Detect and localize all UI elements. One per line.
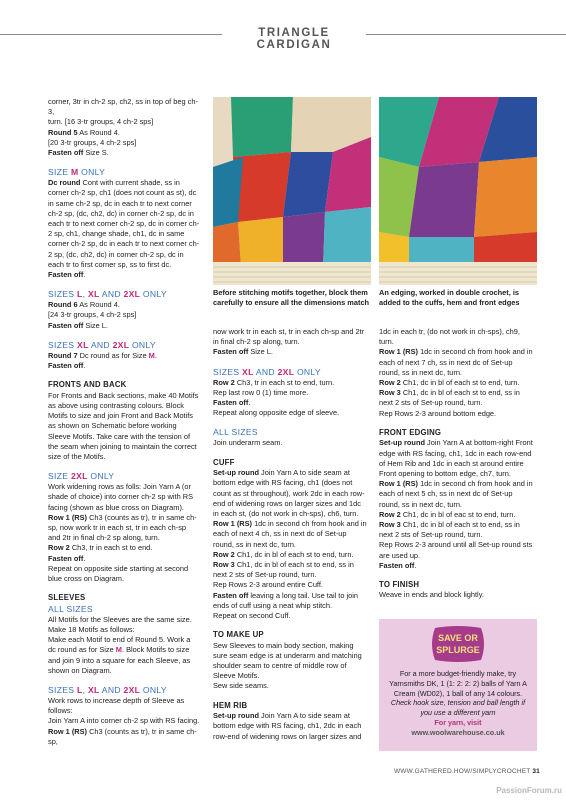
- footer-url[interactable]: WWW.GATHERED.HOW/SIMPLYCROCHET: [393, 768, 531, 775]
- rep-rows: Rep Rows 2-3 around until all Set-up round sts are used up.: [379, 540, 533, 560]
- fronts-back-heading: FRONTS AND BACK: [48, 380, 127, 390]
- repeat-edge: Repeat along opposite edge of sleeve.: [213, 408, 340, 418]
- column-2: [213, 327, 367, 742]
- dc-round: Dc round Cont with current shade, ss in corner ch-2 sp, ch1 (does not count as st), dc in same ch-2 sp, dc in each tr to next corner ch-2 sp, (dc, ch2, dc) in corner ch-2 sp, dc in each tr to next corner ch-2 sp, dc in corner ch-2 sp, ch1, change shade, ch1, dc in same corner ch-2 sp, dc in each tr to next corner ch-2 sp, (dc, ch2, dc) in corner ch-2 sp, dc in each tr to first corner sp, ss to first dc.: [48, 178, 200, 269]
- repeat-cuff: Repeat on second Cuff.: [213, 610, 291, 620]
- front-edging-heading: FRONT EDGING: [379, 427, 442, 437]
- text-line: now work tr in each st, tr in each ch-sp and 2tr in final ch-2 sp along, turn.: [213, 327, 365, 347]
- sizes-xl-2xl-heading: SIZES XL AND 2XL ONLY: [213, 366, 321, 377]
- fasten-off-l: Fasten off Size L.: [48, 320, 108, 330]
- all-sizes-heading: ALL SIZES: [213, 427, 258, 438]
- save-or-splurge-badge: [429, 624, 487, 664]
- row-1: Row 1 (RS) Ch3 (counts as tr), tr in same ch-sp,: [48, 726, 197, 746]
- round-6-count: [24 3-tr groups, 4 ch-2 sps]: [48, 310, 137, 320]
- caption-photo-1: Before stitching motifs together, block them carefully to ensure all the dimensions match: [213, 288, 370, 307]
- row-3: Row 3 Ch1, dc in bl of each st to end, ss in next 2 sts of Set-up round, turn.: [379, 519, 520, 540]
- ad-text-a: For a more budget-friendly make, try Yarnsmiths DK, 1 (1: 2: 2: 2) balls of Yarn A Cream (WD02), 1 ball of any 14 colours.: [389, 669, 527, 698]
- sizes-l-xl-2xl-heading: SIZES L, XL AND 2XL ONLY: [48, 684, 167, 695]
- ad-link-url[interactable]: www.woolwarehouse.co.uk: [411, 727, 505, 737]
- make-up-heading: TO MAKE UP: [213, 630, 264, 640]
- header-rule-left: [0, 34, 222, 35]
- page-title: TRIANGLE CARDIGAN: [256, 27, 332, 51]
- size-2xl-heading: SIZE 2XL ONLY: [48, 471, 115, 482]
- work-rows-text: Work rows to increase depth of Sleeve as follows:: [48, 695, 185, 716]
- text-line: 1dc in each tr, (do not work in ch-sps), ch9, turn.: [379, 327, 520, 347]
- row-2: Row 2 Ch1, dc in bl of each st to end, turn.: [213, 549, 354, 559]
- fasten-off-l: Fasten off Size L.: [213, 347, 273, 357]
- row-1: Row 1 (RS) 1dc in second ch from hook and in each of next 4 ch, ss in next dc of Set-up round, ss in next dc, turn.: [213, 519, 367, 549]
- row-1: Row 1 (RS) 1dc in second ch from hook and in each of next 7 ch, ss in next dc of Set-up round, ss in next dc, turn.: [379, 347, 533, 377]
- ad-link-label: For yarn, visit: [434, 717, 482, 727]
- header-rule-right: [366, 34, 566, 35]
- fasten-off: Fasten off.: [213, 398, 251, 408]
- fasten-off-s: Fasten off Size S.: [48, 148, 109, 158]
- fasten-off: Fasten off.: [48, 361, 86, 371]
- repeat-text: Repeat on opposite side starting at second blue cross on Diagram.: [48, 563, 189, 584]
- badge-line-1: SAVE OR: [438, 633, 478, 643]
- fasten-off-tail: Fasten off leaving a long tail. Use tail to join ends of cuff using a neat whip stitch.: [213, 590, 359, 610]
- setup-round: Set-up round Join Yarn A to side seam at bottom edge with RS facing, ch1 (does not count as st throughout), work 2dc in each row-end of widening rows on larger sizes and 1dc in each st, (do not work in ch-sps), ch6, turn.: [213, 468, 365, 518]
- make-up-text: Sew Sleeves to main body section, making sure seam edge is at underarm and matching shoulder seam to centre of middle row of Sleeve Motifs.: [213, 640, 362, 681]
- join-underarm: Join underarm seam.: [213, 438, 283, 448]
- header-bar: [0, 27, 566, 51]
- round-5: Round 5 As Round 4.: [48, 127, 120, 137]
- join-text: Join Yarn A into corner ch-2 sp with RS facing.: [48, 716, 200, 726]
- row-2: Row 2 Ch1, dc in bl of each st to end, turn.: [379, 378, 520, 388]
- row-3: Row 3 Ch1, dc in bl of each st to end, ss in next 2 sts of Set-up round, turn.: [213, 559, 354, 580]
- sew-side: Sew side seams.: [213, 681, 269, 691]
- fasten-off: Fasten off.: [48, 553, 86, 563]
- ad-text-b: Check hook size, tension and ball length if you use a different yarn: [390, 698, 526, 718]
- finish-text: Weave in ends and block lightly.: [379, 590, 484, 600]
- size-m-heading: SIZE M ONLY: [48, 167, 106, 178]
- fasten-off: Fasten off.: [48, 270, 86, 280]
- footer: [390, 768, 540, 775]
- widen-text: Work widening rows as folls: Join Yarn A (or shade of choice) into corner ch-2 sp with RS facing (shown as blue cross on Diagram).: [48, 482, 194, 512]
- cardigan-photo-2: [379, 97, 537, 285]
- badge-line-2: SPLURGE: [436, 645, 480, 655]
- sleeves-text-2: Make each Motif to end of Round 5. Work a dc round as for Size M. Block Motifs to size and join 9 into a square for each Sleeve, as shown on Diagram.: [48, 635, 191, 675]
- text-line: corner, 3tr in ch-2 sp, ch2, ss in top of beg ch-3,: [48, 97, 198, 117]
- ad-text: [387, 669, 529, 738]
- rep-text: Rep last row 0 (1) time more.: [213, 387, 309, 397]
- row-1: Row 1 (RS) Ch3 (counts as tr), tr in same ch-sp, now work tr in each st, tr in each ch-sp and 2tr in final ch-2 sp along, turn.: [48, 512, 197, 543]
- row-3: Row 3 Ch1, dc in bl of each st to end, ss in next 2 sts of Set-up round, turn.: [379, 388, 520, 408]
- cuff-heading: CUFF: [213, 457, 235, 467]
- row-2: Row 2 Ch1, dc in bl of eac st to end, turn.: [379, 509, 516, 519]
- page-number: 31: [532, 768, 540, 775]
- round-5-count: [20 3-tr groups, 4 ch-2 sps]: [48, 137, 137, 147]
- round-6: Round 6 As Round 4.: [48, 300, 120, 310]
- row-2: Row 2 Ch3, tr in each st to end.: [48, 543, 153, 553]
- sizes-l-heading: SIZES L, XL AND 2XL ONLY: [48, 289, 167, 300]
- rep-rows: Rep Rows 2-3 around bottom edge.: [379, 408, 497, 418]
- caption-photo-2: An edging, worked in double crochet, is added to the cuffs, hem and front edges: [379, 288, 520, 307]
- row-2: Row 2 Ch3, tr in each st to end, turn.: [213, 377, 335, 387]
- round-7: Round 7 Dc round as for Size M.: [48, 350, 157, 360]
- sizes-xl-heading: SIZES XL AND 2XL ONLY: [48, 339, 156, 350]
- text-line: turn. [16 3-tr groups, 4 ch-2 sps]: [48, 117, 154, 127]
- save-or-splurge-box: [379, 619, 537, 751]
- rep-rows: Rep Rows 2-3 around entire Cuff.: [213, 580, 323, 590]
- fronts-back-text: For Fronts and Back sections, make 40 Motifs as above using contrasting colours. Block Motifs to size and join Front and Back Motifs as shown on Schematic before working Sleeve Motifs. Take care with the tension of the seam when joining to maintain the correct size of the Motifs.: [48, 390, 199, 461]
- column-1: [48, 97, 200, 747]
- photo-blocking-motifs: [213, 97, 371, 285]
- column-3: [379, 327, 533, 601]
- to-finish-heading: TO FINISH: [379, 579, 420, 589]
- hem-rib-heading: HEM RIB: [213, 700, 248, 710]
- all-sizes-heading: ALL SIZES: [48, 603, 93, 614]
- row-1: Row 1 (RS) 1dc in second ch from hook and in each of next 5 ch, ss in next dc of Set-up round, ss in next dc, turn.: [379, 479, 533, 509]
- watermark: PassionForum.ru: [496, 786, 562, 795]
- sleeves-heading: SLEEVES: [48, 593, 86, 603]
- cardigan-photo-1: [213, 97, 371, 285]
- setup-round: Set-up round Join Yarn A at bottom-right Front edge with RS facing, ch1, 1dc in each row-end of Hem Rib and 1dc in each st around entire Front opening to bottom edge, ch7, turn.: [379, 438, 533, 478]
- photo-edging: [379, 97, 537, 285]
- sleeves-text-1: All Motifs for the Sleeves are the same size. Make 18 Motifs as follows:: [48, 614, 192, 634]
- fasten-off: Fasten off.: [379, 560, 417, 570]
- hem-setup: Set-up round Join Yarn A to side seam at bottom edge with RS facing, ch1, 2dc in each row-end of widening rows on larger sizes and: [213, 711, 362, 741]
